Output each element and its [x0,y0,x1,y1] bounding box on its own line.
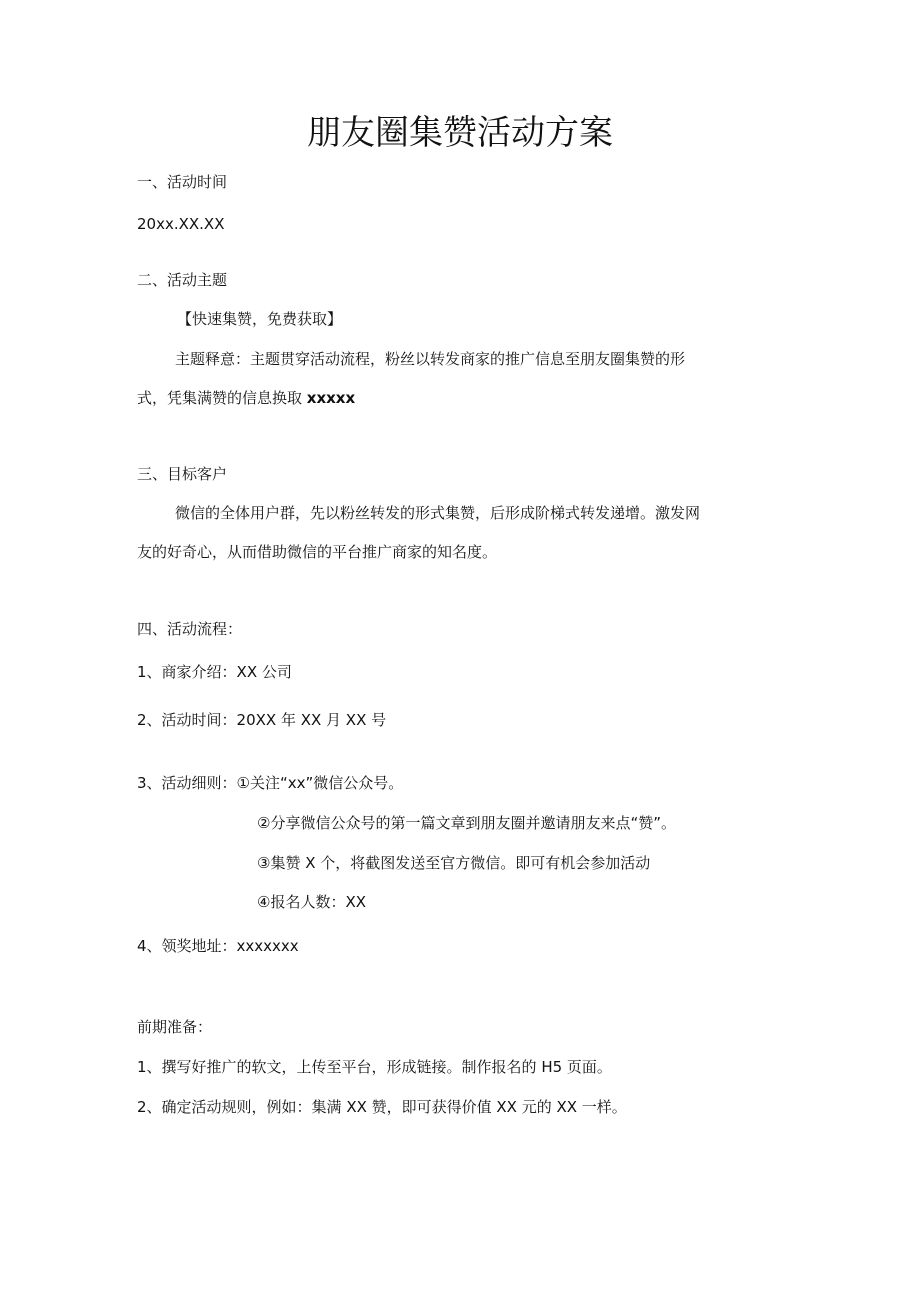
section-process-heading: 四、活动流程： [137,620,243,638]
process-item-4: 4、领奖地址：xxxxxxx [137,937,299,955]
process-item-3-sub-4: ④报名人数：XX [257,893,366,911]
prep-item-2: 2、确定活动规则，例如：集满 XX 赞，即可获得价值 XX 元的 XX 一样。 [137,1098,627,1116]
document-title: 朋友圈集赞活动方案 [307,113,613,153]
section-prep-heading: 前期准备： [137,1018,213,1036]
process-item-3-sub-3: ③集赞 X 个，将截图发送至官方微信。即可有机会参加活动 [257,854,651,872]
theme-desc-line1: 主题释意：主题贯穿活动流程，粉丝以转发商家的推广信息至朋友圈集赞的形 [175,350,686,368]
section-target-heading: 三、目标客户 [137,465,228,483]
theme-desc-line2 [137,388,355,408]
section-time-heading: 一、活动时间 [137,173,228,191]
target-line2: 友的好奇心，从而借助微信的平台推广商家的知名度。 [137,543,498,561]
theme-desc-line2-text: 式，凭集满赞的信息换取 [137,389,307,407]
section-theme-heading: 二、活动主题 [137,271,228,289]
process-item-1: 1、商家介绍：XX 公司 [137,663,292,681]
process-item-3-sub-2: ②分享微信公众号的第一篇文章到朋友圈并邀请朋友来点“赞”。 [257,814,676,832]
theme-desc-line2-bold: xxxxx [306,389,356,407]
process-item-3: 3、活动细则：①关注“xx”微信公众号。 [137,774,404,792]
process-item-2: 2、活动时间：20XX 年 XX 月 XX 号 [137,711,387,729]
prep-item-1: 1、撰写好推广的软文，上传至平台，形成链接。制作报名的 H5 页面。 [137,1058,612,1076]
section-time-value: 20xx.XX.XX [137,215,225,233]
target-line1: 微信的全体用户群，先以粉丝转发的形式集赞，后形成阶梯式转发递增。激发网 [175,504,701,522]
theme-slogan: 【快速集赞，免费获取】 [177,310,343,328]
